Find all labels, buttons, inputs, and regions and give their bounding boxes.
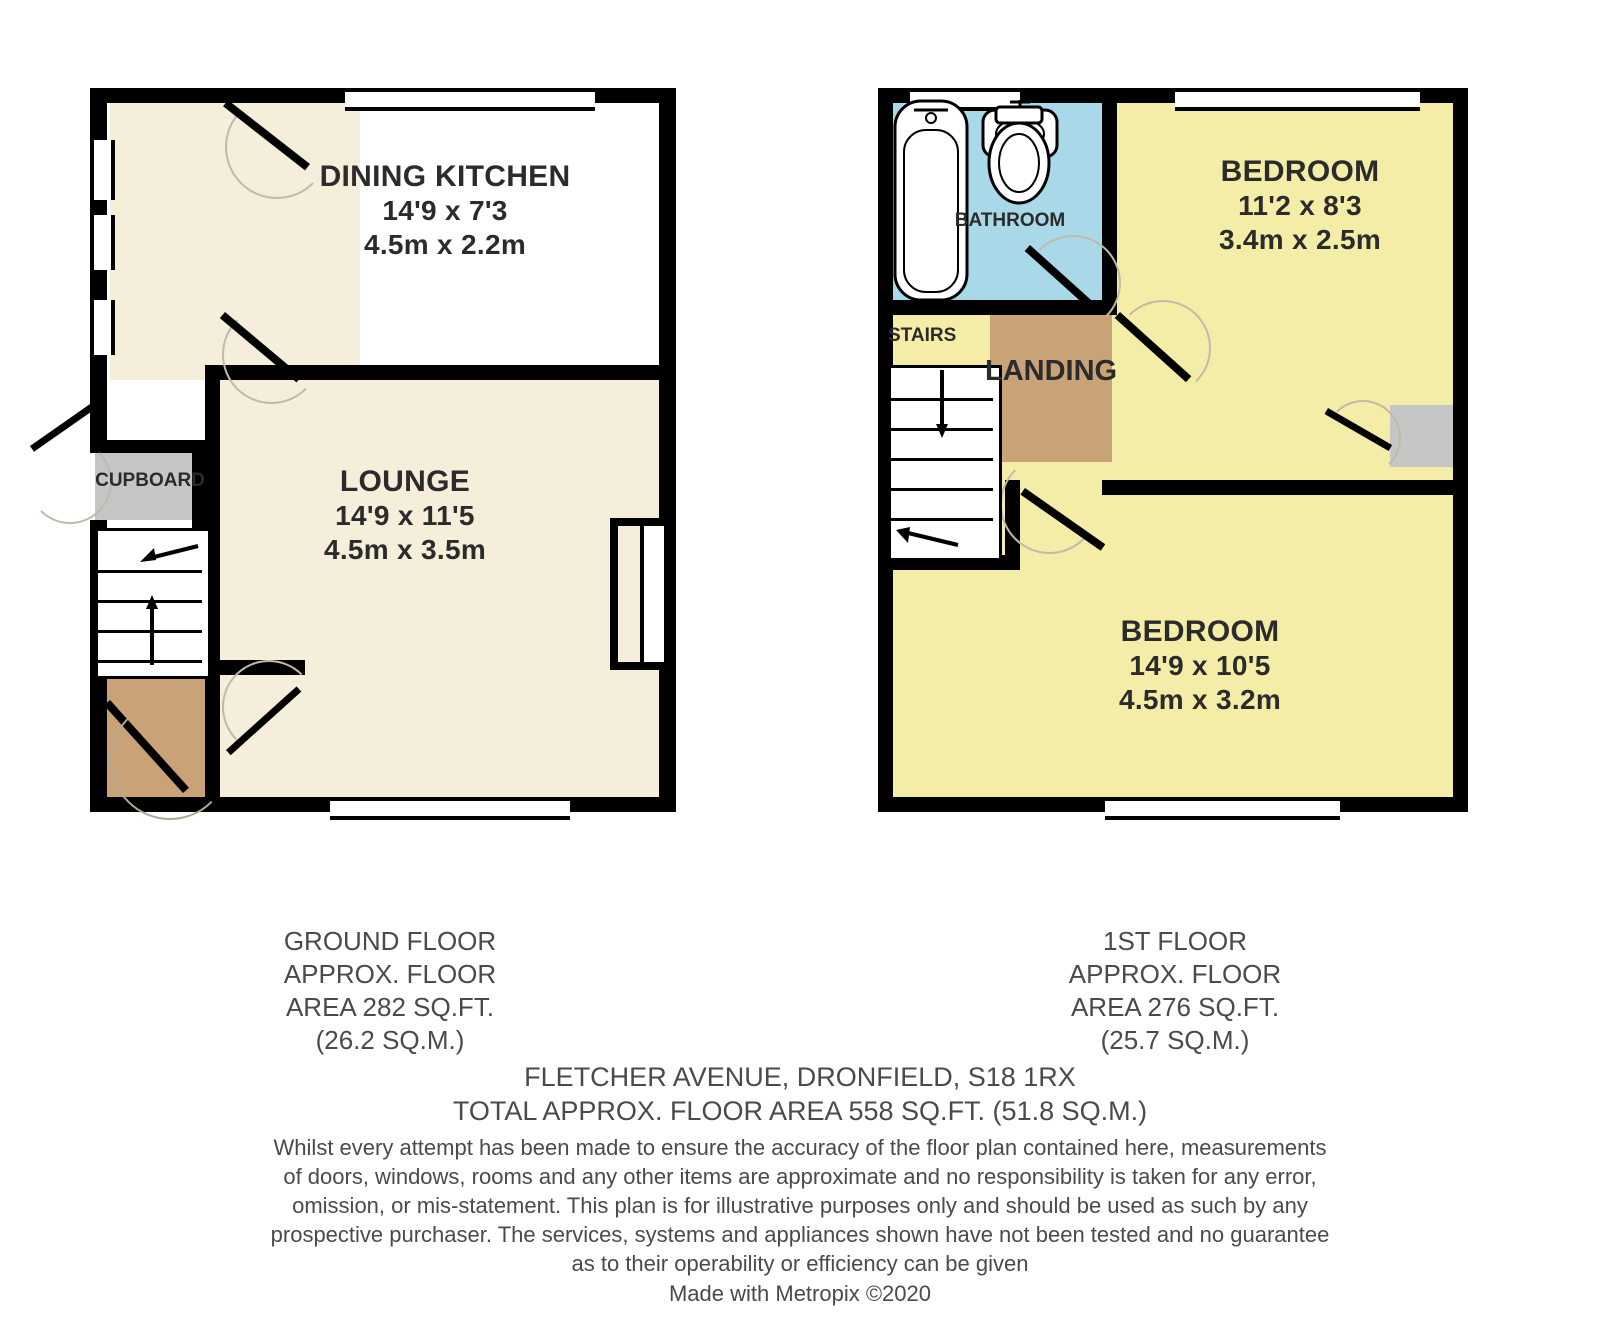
bedroom1-label bbox=[1140, 155, 1460, 257]
disclaimer-line-1: Whilst every attempt has been made to ensure the accuracy of the floor plan contained here, measurements bbox=[273, 1135, 1327, 1160]
bedroom2-label bbox=[1030, 615, 1370, 717]
dining-kitchen-name: DINING KITCHEN bbox=[319, 160, 571, 193]
first-summary-line-2: APPROX. FLOOR bbox=[1068, 959, 1282, 989]
window-bedroom1-top bbox=[1175, 88, 1420, 111]
window-kitchen-top bbox=[345, 88, 595, 111]
first-floor-plan bbox=[830, 0, 1600, 860]
toilet-icon bbox=[982, 105, 1060, 210]
lounge-label bbox=[230, 465, 580, 567]
window-bedroom2-bottom bbox=[1105, 797, 1340, 820]
bedroom2-imperial: 14'9 x 10'5 bbox=[1129, 650, 1271, 681]
window-lounge-right bbox=[640, 526, 668, 662]
bedroom1-metric: 3.4m x 2.5m bbox=[1218, 224, 1382, 255]
ground-floor-plan bbox=[0, 0, 760, 860]
lounge-bay-top bbox=[610, 518, 660, 526]
lounge-bay-bottom bbox=[610, 662, 660, 670]
bedroom2-name: BEDROOM bbox=[1120, 615, 1280, 648]
first-summary-line-4: (25.7 SQ.M.) bbox=[1100, 1025, 1250, 1055]
ground-summary-line-2: APPROX. FLOOR bbox=[283, 959, 497, 989]
stairs-label: STAIRS bbox=[888, 325, 957, 346]
total-floor-area: TOTAL APPROX. FLOOR AREA 558 SQ.FT. (51.8 SQ.M.) bbox=[452, 1096, 1148, 1126]
property-address: FLETCHER AVENUE, DRONFIELD, S18 1RX bbox=[524, 1062, 1076, 1092]
disclaimer-line-5: as to their operability or efficiency can be given bbox=[571, 1251, 1029, 1276]
stair-direction-arrow-up bbox=[145, 595, 159, 665]
bedroom1-name: BEDROOM bbox=[1220, 155, 1380, 188]
disclaimer-line-2: of doors, windows, rooms and any other items are approximate and no responsibility is taken for any error, bbox=[283, 1164, 1317, 1189]
disclaimer-line-3: omission, or mis-statement. This plan is for illustrative purposes only and should be used as such by any bbox=[292, 1193, 1308, 1218]
ground-summary-line-1: GROUND FLOOR bbox=[283, 926, 497, 956]
ground-summary-line-4: (26.2 SQ.M.) bbox=[315, 1025, 465, 1055]
cupboard-label: CUPBOARD bbox=[95, 470, 205, 491]
bedroom2-metric: 4.5m x 3.2m bbox=[1118, 684, 1282, 715]
stair-arrow-landing bbox=[892, 525, 960, 551]
door-arc-bedroom1 bbox=[1115, 300, 1211, 396]
landing-label: LANDING bbox=[985, 355, 1118, 387]
stair-tread bbox=[891, 488, 993, 491]
window-kitchen-left-c bbox=[90, 300, 115, 355]
wall-bed1-bottom bbox=[1102, 480, 1468, 495]
window-lounge-bottom bbox=[330, 797, 570, 820]
stair-direction-arrow-down bbox=[140, 540, 200, 566]
window-kitchen-left-a bbox=[90, 140, 115, 200]
wall-right bbox=[659, 88, 676, 812]
bedroom1-imperial: 11'2 x 8'3 bbox=[1238, 190, 1362, 221]
stair-tread bbox=[98, 570, 202, 573]
window-kitchen-left-b bbox=[90, 215, 115, 270]
dining-kitchen-metric: 4.5m x 2.2m bbox=[363, 229, 527, 260]
bath-tub-icon bbox=[892, 98, 970, 303]
first-summary-line-1: 1ST FLOOR bbox=[1102, 926, 1247, 956]
first-floor-summary bbox=[965, 925, 1385, 1057]
lounge-imperial: 14'9 x 11'5 bbox=[335, 500, 475, 531]
wall-cupboard-top bbox=[90, 440, 205, 453]
door-arc-entrance bbox=[110, 700, 230, 820]
lounge-name: LOUNGE bbox=[339, 465, 471, 498]
lounge-bay-outline bbox=[610, 518, 618, 670]
ground-summary-line-3: AREA 282 SQ.FT. bbox=[285, 992, 495, 1022]
first-summary-line-3: AREA 276 SQ.FT. bbox=[1070, 992, 1280, 1022]
lounge-metric: 4.5m x 3.5m bbox=[323, 534, 487, 565]
stair-direction-arrow-down bbox=[934, 370, 950, 438]
door-arc-cupboard bbox=[1325, 400, 1401, 476]
disclaimer-line-4: prospective purchaser. The services, systems and appliances shown have not been tested and no guarantee bbox=[270, 1222, 1330, 1247]
stair-tread bbox=[891, 518, 993, 521]
stair-tread bbox=[891, 458, 993, 461]
dining-kitchen-imperial: 14'9 x 7'3 bbox=[382, 195, 508, 226]
credit-line: Made with Metropix ©2020 bbox=[668, 1281, 931, 1306]
ground-floor-summary bbox=[180, 925, 600, 1057]
bathroom-label: BATHROOM bbox=[954, 210, 1066, 231]
dining-kitchen-label bbox=[245, 160, 645, 262]
